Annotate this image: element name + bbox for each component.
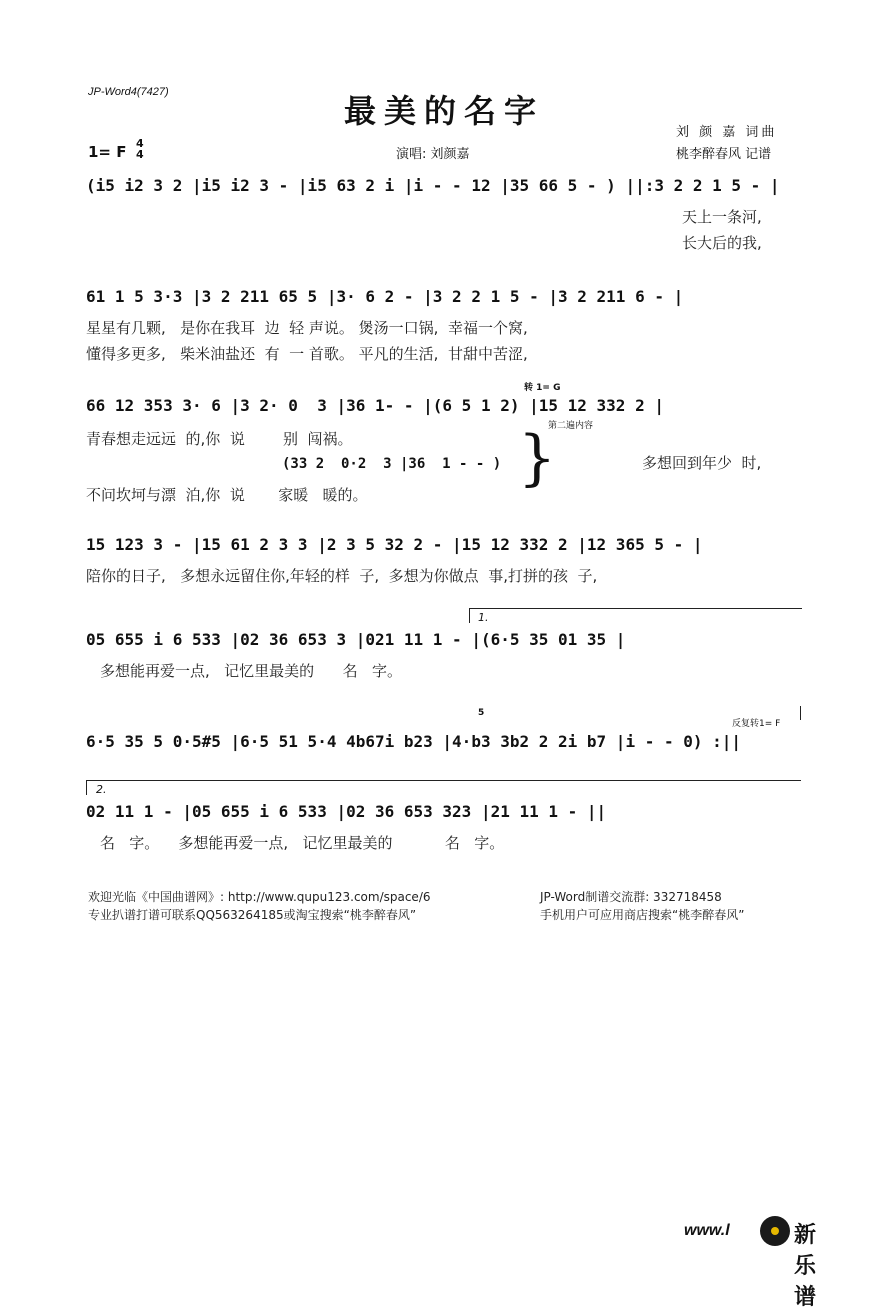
lyric-line-3-verse-2: 不问坎坷与漂 泊,你 说 家暖 暖的。	[86, 486, 368, 504]
repeat-return-note: 反复转1= F	[732, 719, 781, 729]
score-line-1: (i5 i2 3 2 |i5 i2 3 - |i5 63 2 i |i - - 12 |35 66 5 - ) ||:3 2 2 1 5 - |	[86, 176, 780, 195]
tuplet-mark: 5	[478, 708, 485, 718]
volta-2-label: 2.	[96, 783, 107, 796]
lyric-line-1-verse-1: 天上一条河,	[682, 208, 762, 226]
score-line-6: 6·5 35 5 0·5#5 |6·5 51 5·4 4b67i b23 |4·b3 3b2 2 2i b7 |i - - 0) :||	[86, 732, 742, 751]
footer-contact: 专业扒谱打谱可联系QQ563264185或淘宝搜索“桃李醉春风”	[88, 908, 417, 922]
volta-1-end	[800, 706, 801, 720]
lyric-line-3-side: 多想回到年少 时,	[642, 454, 762, 472]
second-pass-note: 第二遍内容	[548, 421, 594, 431]
key-signature: 1= F	[88, 143, 127, 161]
lyric-line-5: 多想能再爱一点, 记忆里最美的 名 字。	[100, 662, 402, 680]
modulation-mark: 转 1= G	[524, 383, 561, 393]
volta-1-label: 1.	[478, 611, 489, 624]
alternate-melody: (33 2 0·2 3 |36 1 - - )	[282, 456, 502, 472]
lyric-line-4: 陪你的日子, 多想永远留住你,年轻的样 子, 多想为你做点 事,打拼的孩 子,	[86, 567, 598, 585]
volta-2-bracket	[86, 780, 801, 795]
footer-mobile: 手机用户可应用商店搜索“桃李醉春风”	[540, 908, 745, 922]
lyric-line-2-verse-2: 懂得多更多, 柴米油盐还 有 一 首歌。 平凡的生活, 甘甜中苦涩,	[86, 345, 528, 363]
score-line-2: 61 1 5 3·3 |3 2 211 65 5 |3· 6 2 - |3 2 2 1 5 - |3 2 211 6 - |	[86, 287, 684, 306]
time-signature	[136, 138, 144, 160]
time-signature-bottom: 4	[136, 148, 144, 161]
footer-website: 欢迎光临《中国曲谱网》: http://www.qupu123.com/space/6	[88, 890, 431, 904]
lyric-line-2-verse-1: 星星有几颗, 是你在我耳 边 轻 声说。 煲汤一口锅, 幸福一个窝,	[86, 319, 528, 337]
vinyl-disc-icon	[760, 1216, 790, 1246]
software-label: JP-Word4(7427)	[88, 86, 169, 98]
lyric-line-1-verse-2: 长大后的我,	[682, 234, 762, 252]
time-signature-top: 4	[136, 137, 144, 150]
score-line-4: 15 123 3 - |15 61 2 3 3 |2 3 5 32 2 - |15 12 332 2 |12 365 5 - |	[86, 535, 703, 554]
score-line-5: 05 655 i 6 533 |02 36 653 3 |021 11 1 - |(6·5 35 01 35 |	[86, 630, 626, 649]
lyric-line-3-verse-1: 青春想走远远 的,你 说 别 闯祸。	[86, 430, 353, 448]
lyric-line-7: 名 字。 多想能再爱一点, 记忆里最美的 名 字。	[100, 834, 505, 852]
transcriber-credit: 桃李醉春风 记谱	[676, 147, 772, 162]
logo-url: www.l	[684, 1222, 730, 1239]
logo-text: 新乐谱	[794, 1223, 817, 1310]
volta-1-bracket	[469, 608, 802, 623]
footer-group: JP-Word制谱交流群: 332718458	[540, 890, 722, 904]
score-line-7: 02 11 1 - |05 655 i 6 533 |02 36 653 323 |21 11 1 - ||	[86, 802, 607, 821]
composer-credit: 刘 颜 嘉 词曲	[676, 125, 778, 140]
singer-credit: 演唱: 刘颜嘉	[396, 147, 470, 162]
score-line-3: 66 12 353 3· 6 |3 2· 0 3 |36 1- - |(6 5 1 2) |15 12 332 2 |	[86, 396, 664, 415]
song-title: 最美的名字	[343, 92, 544, 130]
verse-brace: }	[518, 423, 557, 493]
